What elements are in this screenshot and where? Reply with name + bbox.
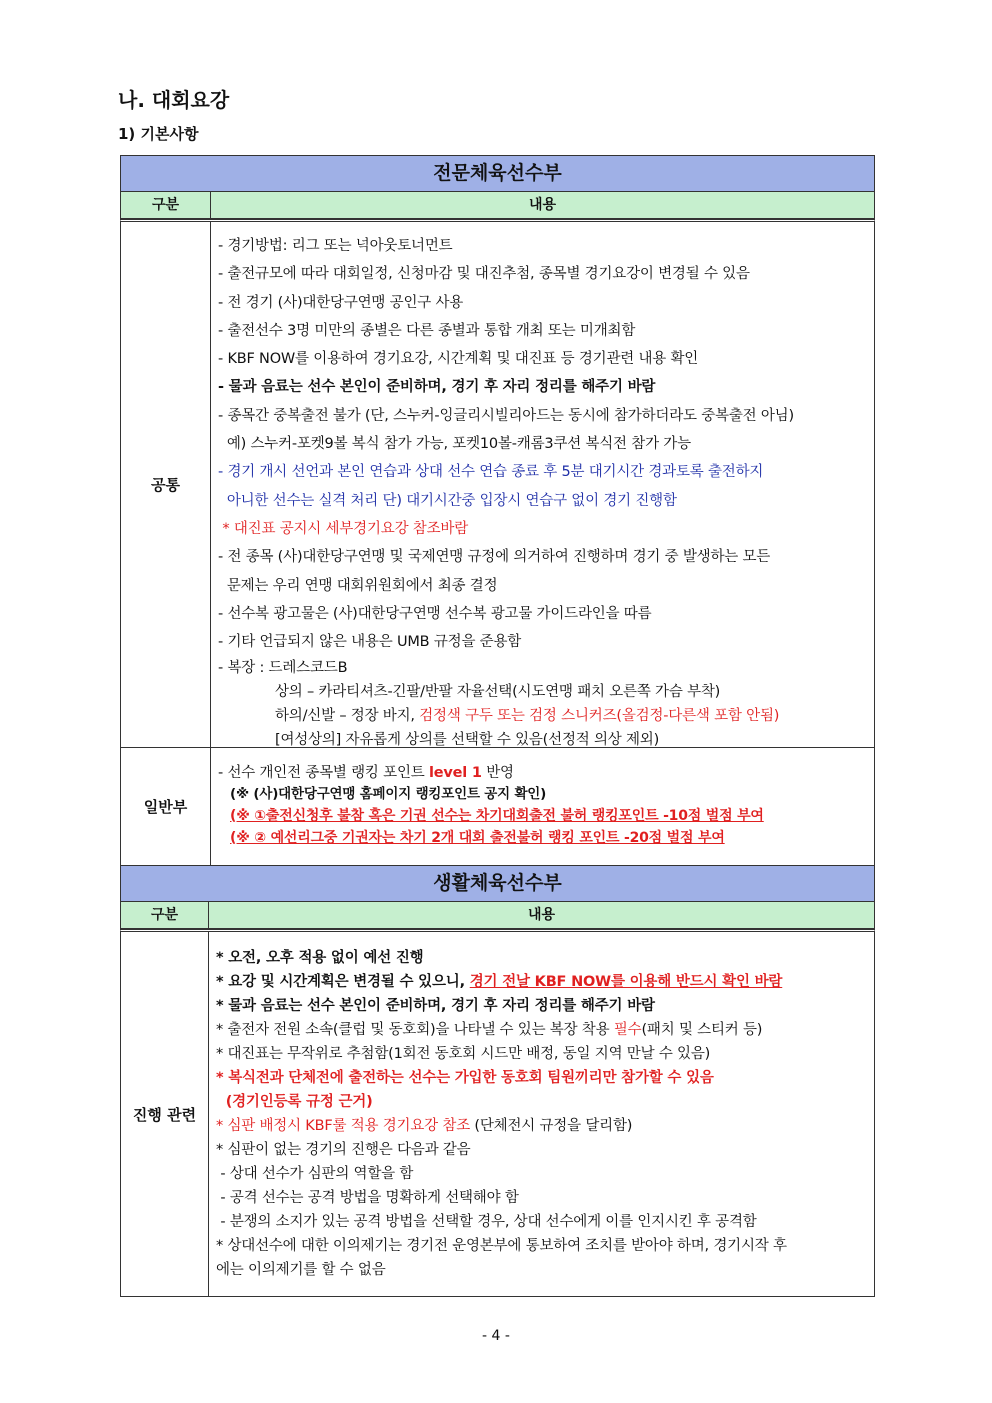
common-line: - 출전선수 3명 미만의 종별은 다른 종별과 통합 개최 또는 미개최함	[218, 322, 636, 339]
dress-code-top: 상의 – 카라티셔츠-긴팔/반팔 자율선택(시도연맹 패치 오른쪽 가슴 부착)	[275, 684, 721, 701]
common-line: * 대진표 공지시 세부경기요강 참조바람	[218, 520, 469, 537]
pro-general-row	[120, 747, 875, 866]
general-content	[211, 748, 874, 865]
amateur-line-14: 에는 이의제기를 할 수 없음	[216, 1262, 386, 1278]
amateur-line-4	[216, 1018, 874, 1042]
common-line: - 경기방법: 리그 또는 넉아웃토너먼트	[218, 238, 453, 254]
amateur-line-3: * 물과 음료는 선수 본인이 준비하며, 경기 후 자리 정리를 해주기 바람	[216, 998, 655, 1014]
common-line: - 종목간 중복출전 불가 (단, 스누커-잉글리시빌리아드는 동시에 참가하더라도 중복출전 아님)	[218, 407, 794, 424]
amateur-line-7: (경기인등록 규정 근거)	[216, 1094, 373, 1110]
common-line: - 기타 언급되지 않은 내용은 UMB 규정을 준용함	[218, 634, 522, 651]
amateur-line-13: * 상대선수에 대한 이의제기는 경기전 운영본부에 통보하여 조치를 받아야 하며, 경기시작 후	[216, 1238, 787, 1254]
amateur-line-11: - 공격 선수는 공격 방법을 명확하게 선택해야 함	[216, 1190, 519, 1206]
amateur-line-12: - 분쟁의 소지가 있는 공격 방법을 선택할 경우, 상대 선수에게 이를 인지시킨 후 공격함	[216, 1214, 757, 1230]
column-label-header: 구분	[121, 192, 211, 218]
dress-code-women: [여성상의] 자유롭게 상의를 선택할 수 있음(선정적 의상 제외)	[275, 732, 660, 749]
common-line: - 경기 개시 선언과 본인 연습과 상대 선수 연습 종료 후 5분 대기시간 경과토록 출전하지	[218, 464, 764, 481]
common-line: 예) 스누커-포켓9볼 복식 참가 가능, 포켓10볼-캐롬3쿠션 복식전 참가 가능	[218, 436, 691, 453]
pro-section-title: 전문체육선수부	[120, 155, 875, 192]
amateur-line-8	[216, 1114, 874, 1138]
common-line: - 전 경기 (사)대한당구연맹 공인구 사용	[218, 294, 464, 311]
common-line: 아니한 선수는 실격 처리 단) 대기시간중 입장시 연습구 없이 경기 진행함	[218, 492, 677, 509]
general-penalty-2: (※ ② 예선리그중 기권자는 차기 2개 대회 출전불허 랭킹 포인트 -20점 벌점 부여	[230, 830, 725, 846]
dress-code-bottom	[218, 704, 874, 728]
amateur-content	[209, 932, 874, 1296]
amateur-line-9: * 심판이 없는 경기의 진행은 다음과 같음	[216, 1142, 471, 1158]
common-content	[211, 222, 874, 747]
amateur-line-2-text: * 요강 및 시간계획은 변경될 수 있으니,	[216, 974, 470, 990]
pro-common-row	[120, 219, 875, 748]
common-line: - 전 종목 (사)대한당구연맹 및 국제연맹 규정에 의거하여 진행하며 경기 중 발생하는 모든	[218, 549, 771, 566]
amateur-label: 진행 관련	[121, 932, 209, 1296]
common-line: - KBF NOW를 이용하여 경기요강, 시간계획 및 대진표 등 경기관련 내용 확인	[218, 351, 699, 368]
subsection-heading: 1) 기본사항	[118, 125, 199, 143]
general-ranking-text: - 선수 개인전 종목별 랭킹 포인트	[218, 765, 429, 781]
common-line: 문제는 우리 연맹 대회위원회에서 최종 결정	[218, 577, 498, 594]
general-ranking-suffix: 반영	[481, 765, 514, 781]
page-number: - 4 -	[482, 1328, 510, 1344]
amateur-line-2	[216, 970, 874, 994]
general-penalty-1: (※ ①출전신청후 불참 혹은 기권 선수는 차기대회출전 불허 랭킹포인트 -10점 벌점 부여	[230, 808, 764, 824]
common-line: - 출전규모에 따라 대회일정, 신청마감 및 대진추첨, 종목별 경기요강이 변경될 수 있음	[218, 266, 750, 283]
section-heading: 나. 대회요강	[118, 88, 230, 112]
amateur-line-4-text: * 출전자 전원 소속(클럽 및 동호회)을 나타낼 수 있는 복장 착용	[216, 1022, 614, 1038]
amateur-column-header	[120, 901, 875, 929]
common-line: - 선수복 광고물은 (사)대한당구연맹 선수복 광고물 가이드라인을 따름	[218, 605, 652, 622]
dress-bottom-warning: 검정색 구두 또는 검정 스니커즈(올검정-다른색 포함 안됨)	[419, 708, 780, 725]
general-label: 일반부	[121, 748, 211, 865]
amateur-section-title: 생활체육선수부	[120, 865, 875, 902]
amateur-line-8-text: * 심판 배정시 KBF룰 적용 경기요강 참조	[216, 1118, 470, 1134]
column-content-header: 내용	[211, 192, 874, 218]
common-line: - 물과 음료는 선수 본인이 준비하며, 경기 후 자리 정리를 해주기 바람	[218, 379, 656, 396]
general-ranking-level: level 1	[428, 765, 482, 781]
column-label-header: 구분	[121, 902, 209, 928]
dress-code-title: - 복장 : 드레스코드B	[218, 660, 348, 677]
common-label: 공통	[121, 222, 211, 747]
amateur-line-5: * 대진표는 무작위로 추첨함(1회전 동호회 시드만 배정, 동일 지역 만날 수 있음)	[216, 1046, 711, 1062]
pro-column-header	[120, 191, 875, 219]
general-notice-line: (※ (사)대한당구연맹 홈페이지 랭킹포인트 공지 확인)	[230, 786, 547, 802]
amateur-line-6: * 복식전과 단체전에 출전하는 선수는 가입한 동호회 팀원끼리만 참가할 수 있음	[216, 1070, 714, 1086]
amateur-line-4-required: 필수	[613, 1022, 642, 1038]
amateur-line-1: * 오전, 오후 적용 없이 예선 진행	[216, 950, 424, 966]
amateur-line-2-warning: 경기 전날 KBF NOW를 이용해 반드시 확인 바람	[469, 974, 783, 990]
column-content-header: 내용	[209, 902, 874, 928]
dress-bottom-text: 하의/신발 – 정장 바지,	[275, 708, 420, 725]
general-ranking-line	[218, 762, 874, 784]
amateur-line-10: - 상대 선수가 심판의 역할을 함	[216, 1166, 414, 1182]
amateur-line-4-suffix: (패치 및 스티커 등)	[641, 1022, 763, 1038]
amateur-row	[120, 929, 875, 1297]
amateur-line-8-suffix: (단체전시 규정을 달리함)	[470, 1118, 633, 1134]
